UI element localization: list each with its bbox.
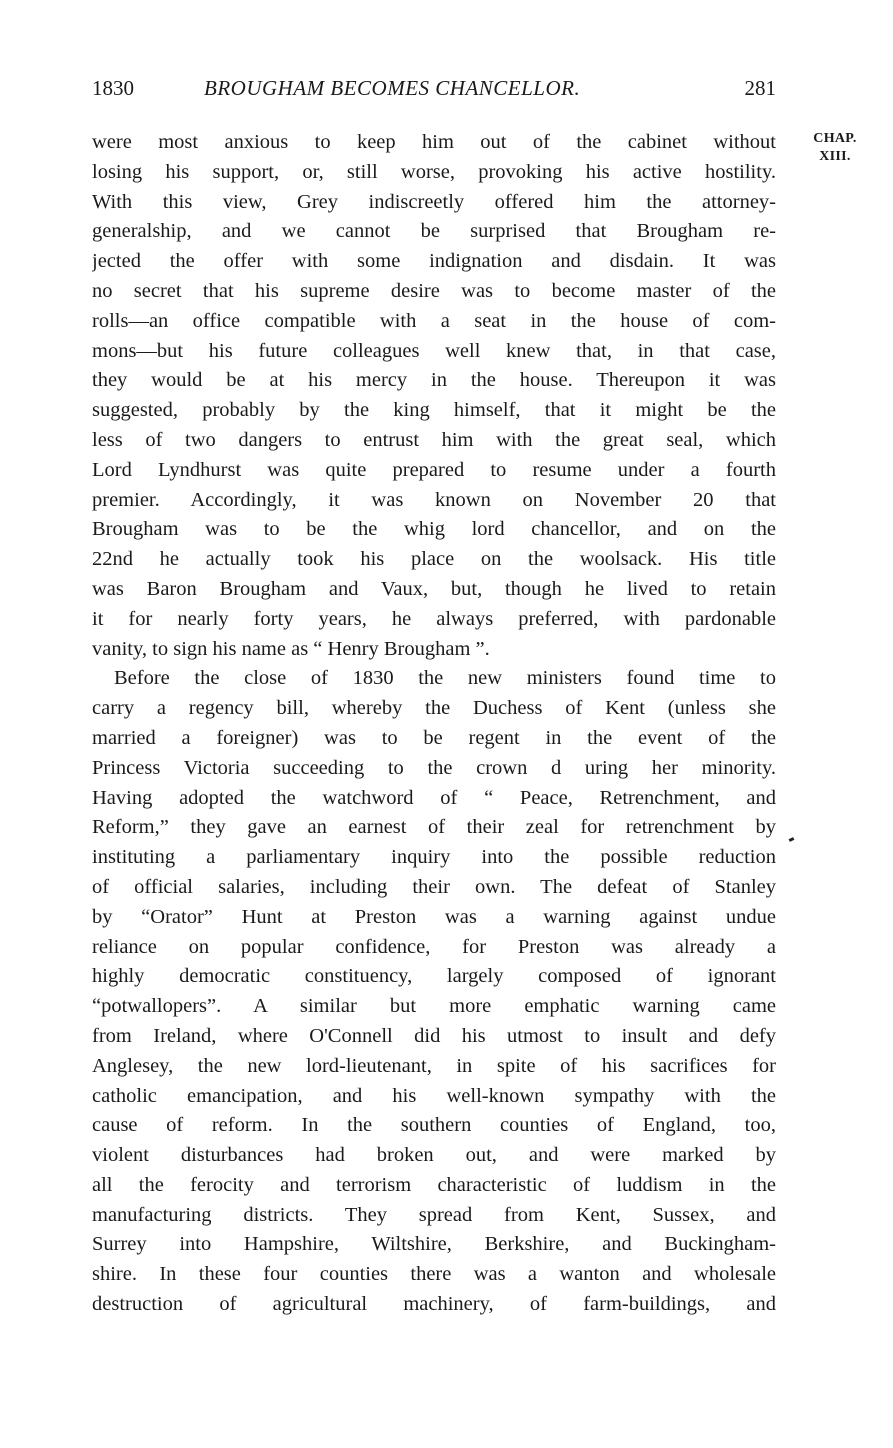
text-line: carry a regency bill, whereby the Duchess of Kent (unless she — [92, 697, 776, 720]
text-line: 22nd he actually took his place on the woolsack. His title — [92, 548, 776, 571]
text-line: reliance on popular confidence, for Preston was already a — [92, 935, 776, 958]
text-line: premier. Accordingly, it was known on November 20 that — [92, 488, 776, 511]
text-line: Lord Lyndhurst was quite prepared to resume under a fourth — [92, 458, 776, 481]
text-line: no secret that his supreme desire was to become master of the — [92, 279, 776, 302]
stray-ink-mark — [789, 837, 795, 842]
text-line: Reform,” they gave an earnest of their zeal for retrenchment by — [92, 816, 776, 839]
text-line: Before the close of 1830 the new ministers found time to — [114, 667, 776, 690]
text-line: of official salaries, including their own. The defeat of Stanley — [92, 875, 776, 898]
text-line: were most anxious to keep him out of the cabinet without — [92, 131, 776, 153]
text-line: catholic emancipation, and his well-known sympathy with the — [92, 1084, 776, 1107]
text-line: With this view, Grey indiscreetly offered him the attorney- — [92, 190, 776, 213]
margin-note-chapter-number: XIII. — [819, 149, 851, 164]
text-line: from Ireland, where O'Connell did his utmost to insult and defy — [92, 1024, 776, 1047]
text-line: all the ferocity and terrorism characteristic of luddism in the — [92, 1173, 776, 1196]
text-line: by “Orator” Hunt at Preston was a warning against undue — [92, 905, 776, 928]
text-line: married a foreigner) was to be regent in the event of the — [92, 726, 776, 749]
text-line: suggested, probably by the king himself, that it might be the — [92, 399, 776, 422]
text-line: was Baron Brougham and Vaux, but, though he lived to retain — [92, 577, 776, 600]
text-line: destruction of agricultural machinery, of farm-buildings, and — [92, 1293, 776, 1316]
text-line: shire. In these four counties there was a wanton and wholesale — [92, 1263, 776, 1286]
margin-note-chap: CHAP. — [813, 131, 857, 146]
text-line: cause of reform. In the southern counties of England, too, — [92, 1114, 776, 1137]
text-line: Having adopted the watchword of “ Peace, Retrenchment, and — [92, 786, 776, 809]
text-line: instituting a parliamentary inquiry into the possible reduction — [92, 846, 776, 869]
text-line: less of two dangers to entrust him with the great seal, which — [92, 428, 776, 451]
text-line: Anglesey, the new lord-lieutenant, in spite of his sacrifices for — [92, 1054, 776, 1077]
text-line: Brougham was to be the whig lord chancellor, and on the — [92, 518, 776, 541]
body-text — [92, 128, 776, 1320]
text-line: “potwallopers”. A similar but more emphatic warning came — [92, 995, 776, 1018]
page-number: 281 — [744, 76, 776, 100]
text-line: Surrey into Hampshire, Wiltshire, Berkshire, and Buckingham- — [92, 1233, 776, 1256]
text-line: vanity, to sign his name as “ Henry Brougham ”. — [92, 637, 490, 660]
running-head-title: BROUGHAM BECOMES CHANCELLOR. — [204, 76, 581, 100]
running-head — [92, 76, 776, 106]
text-line: highly democratic constituency, largely composed of ignorant — [92, 965, 776, 988]
text-line: they would be at his mercy in the house. Thereupon it was — [92, 369, 776, 392]
text-line: it for nearly forty years, he always preferred, with pardonable — [92, 607, 776, 630]
paragraph-1 — [92, 128, 776, 664]
text-line: rolls—an office compatible with a seat in the house of com- — [92, 309, 776, 332]
running-head-year: 1830 — [92, 76, 134, 100]
text-line: losing his support, or, still worse, provoking his active hostility. — [92, 160, 776, 183]
chapter-margin-note — [800, 130, 870, 166]
text-line: Princess Victoria succeeding to the crown d uring her minority. — [92, 756, 776, 779]
paragraph-2 — [92, 664, 776, 1320]
text-line: jected the offer with some indignation and disdain. It was — [92, 250, 776, 273]
text-line: manufacturing districts. They spread from Kent, Sussex, and — [92, 1203, 776, 1226]
text-line: violent disturbances had broken out, and were marked by — [92, 1144, 776, 1167]
text-line: generalship, and we cannot be surprised that Brougham re- — [92, 220, 776, 243]
text-line: mons—but his future colleagues well knew that, in that case, — [92, 339, 776, 362]
